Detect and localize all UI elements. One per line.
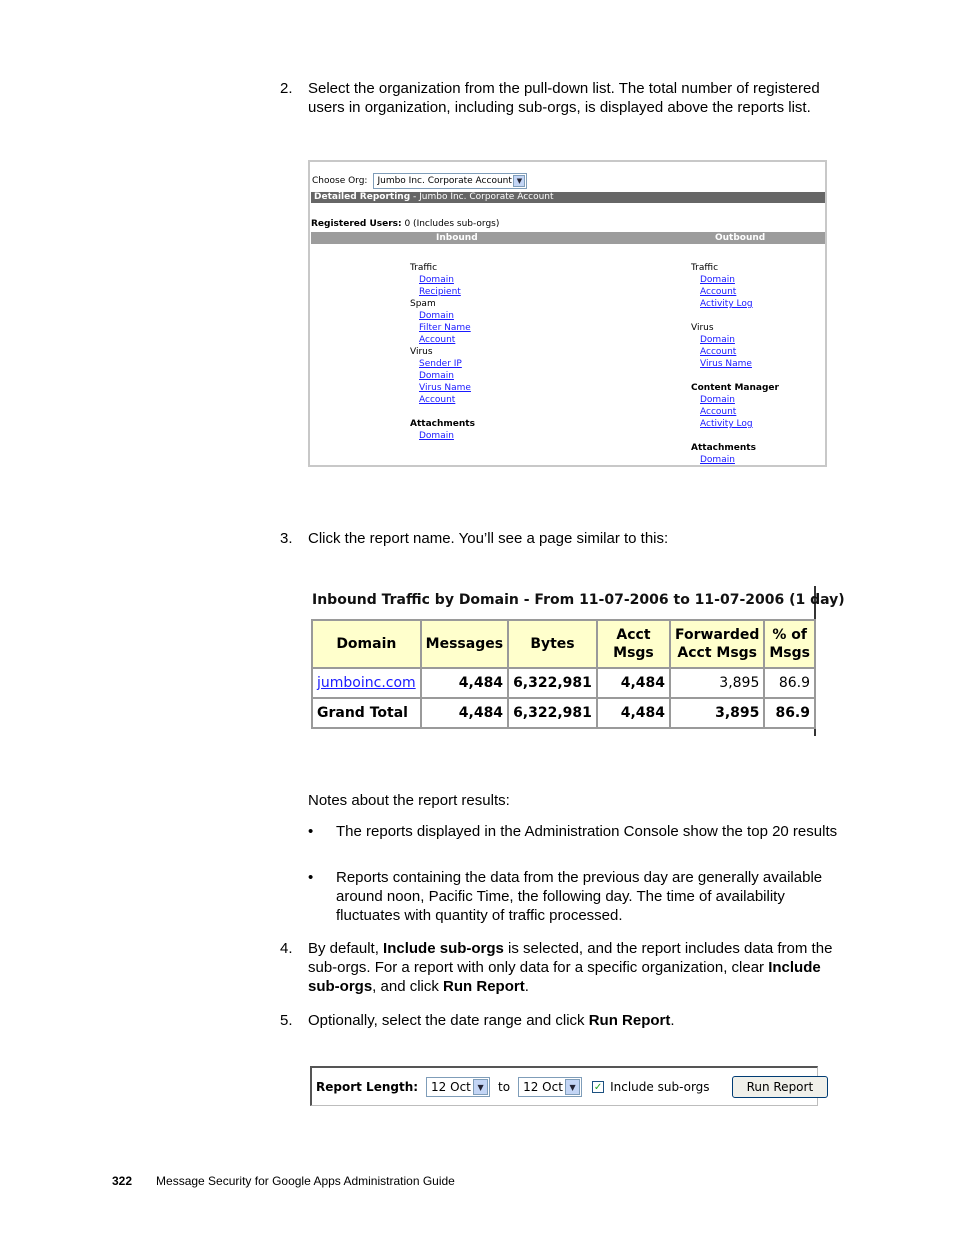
table-cell: 4,484	[422, 699, 507, 727]
from-date-value: 12 Oct	[431, 1080, 471, 1094]
inbound-traffic-heading: Traffic	[410, 263, 438, 273]
report-length-toolbar-screenshot	[310, 1066, 818, 1106]
step-text	[308, 1011, 848, 1030]
page-footer	[112, 1174, 455, 1188]
domain-cell	[313, 669, 420, 697]
report-link[interactable]: Domain	[700, 455, 735, 465]
text-run: Optionally, select the date range and click	[308, 1012, 589, 1029]
report-link[interactable]: Activity Log	[700, 299, 753, 309]
step-text	[308, 939, 848, 996]
report-link[interactable]: Domain	[700, 275, 735, 285]
table-cell: 3,895	[671, 699, 763, 727]
detailed-reporting-bar	[311, 192, 825, 203]
detailed-reporting-screenshot	[308, 160, 827, 467]
text-run: , and click	[372, 978, 444, 995]
table-cell: 3,895	[671, 669, 763, 697]
list-item-text: The reports displayed in the Administration Console show the top 20 results	[336, 823, 838, 840]
inbound-virus-heading: Virus	[410, 347, 433, 357]
report-link[interactable]: Virus Name	[419, 383, 471, 393]
from-date-select[interactable]	[426, 1077, 490, 1097]
report-link[interactable]: Virus Name	[700, 359, 752, 369]
report-link[interactable]: Account	[700, 407, 737, 417]
step-text: Select the organization from the pull-down list. The total number of registered users in organization, including sub-orgs, is displayed above the reports list.	[308, 80, 820, 116]
column-header: Domain	[313, 621, 420, 667]
report-length-label: Report Length:	[316, 1080, 419, 1094]
report-link[interactable]: Recipient	[419, 287, 461, 297]
table-cell: 4,484	[598, 669, 669, 697]
inbound-spam-heading: Spam	[410, 299, 436, 309]
outbound-report-list	[691, 262, 779, 466]
domain-link[interactable]: jumboinc.com	[317, 675, 416, 691]
inbound-header: Inbound	[436, 233, 478, 243]
inbound-attachments-heading: Attachments	[410, 419, 475, 429]
table-header-row	[313, 621, 814, 667]
report-link[interactable]: Domain	[700, 395, 735, 405]
report-link[interactable]: Domain	[419, 311, 454, 321]
report-link[interactable]: Account	[700, 287, 737, 297]
to-label: to	[498, 1080, 511, 1094]
column-header-line: % of	[772, 627, 807, 643]
table-cell: 86.9	[765, 669, 814, 697]
notes-intro: Notes about the report results:	[308, 792, 510, 809]
table-cell: 6,322,981	[509, 669, 596, 697]
chevron-down-icon[interactable]: ▼	[473, 1079, 488, 1095]
bullet-mark: •	[308, 869, 314, 886]
table-cell: 6,322,981	[509, 699, 596, 727]
report-title-range: - From 11-07-2006 to 11-07-2006 (1 day)	[518, 592, 845, 608]
report-link[interactable]: Domain	[419, 275, 454, 285]
step-number: 4.	[280, 940, 293, 957]
org-select-value: Jumbo Inc. Corporate Account	[377, 176, 512, 186]
step-number: 5.	[280, 1012, 293, 1029]
choose-org-row	[312, 173, 527, 189]
step-number: 2.	[280, 80, 293, 97]
table-cell: Grand Total	[313, 699, 420, 727]
chevron-down-icon[interactable]: ▼	[513, 175, 525, 187]
emphasis: Include sub-orgs	[383, 940, 504, 957]
column-header	[765, 621, 814, 667]
detailed-reporting-label: Detailed Reporting	[314, 192, 411, 202]
report-link[interactable]: Domain	[700, 335, 735, 345]
text-run: .	[670, 1012, 675, 1029]
text-run: .	[524, 978, 529, 995]
inbound-report-list	[410, 262, 475, 442]
inbound-outbound-header	[311, 232, 825, 244]
report-title	[312, 592, 845, 608]
list-item-text: Reports containing the data from the previous day are generally available around noon, Pacific Time, the following day. The time of availability fluctuates with quantity of traffic processed.	[336, 869, 823, 924]
bullet-mark: •	[308, 823, 314, 840]
report-title-name: Inbound Traffic by Domain	[312, 592, 519, 608]
registered-users-label: Registered Users:	[311, 219, 402, 229]
column-header-line: Msgs	[769, 645, 810, 661]
column-header: Acct Msgs	[598, 621, 669, 667]
text-run: By default,	[308, 940, 384, 957]
report-link[interactable]: Sender IP	[419, 359, 462, 369]
report-table	[311, 619, 816, 729]
table-row	[313, 669, 814, 697]
outbound-traffic-heading: Traffic	[691, 263, 719, 273]
report-link[interactable]: Domain	[419, 431, 454, 441]
report-link[interactable]: Activity Log	[700, 419, 753, 429]
column-header: Bytes	[509, 621, 596, 667]
outbound-attachments-heading: Attachments	[691, 443, 756, 453]
report-link[interactable]: Account	[700, 347, 737, 357]
registered-users	[311, 219, 499, 229]
detailed-reporting-org: - Jumbo Inc. Corporate Account	[410, 192, 554, 202]
page-number: 322	[112, 1174, 133, 1188]
report-link[interactable]: Domain	[419, 371, 454, 381]
registered-users-value: 0 (Includes sub-orgs)	[401, 219, 500, 229]
emphasis: Run Report	[443, 978, 525, 995]
report-length-row	[316, 1076, 828, 1098]
table-cell: 4,484	[422, 669, 507, 697]
to-date-value: 12 Oct	[523, 1080, 563, 1094]
step-number: 3.	[280, 530, 293, 547]
report-link[interactable]: Account	[419, 395, 456, 405]
report-link[interactable]: Filter Name	[419, 323, 471, 333]
text-run: is selected, and the report includes data from the sub-orgs. For a report with only data for a specific organization, clear	[308, 940, 833, 976]
column-header-line: Acct Msgs	[677, 645, 758, 661]
table-cell: 86.9	[765, 699, 814, 727]
inbound-traffic-report-screenshot	[308, 586, 845, 736]
outbound-header: Outbound	[715, 233, 766, 243]
document-title: Message Security for Google Apps Administration Guide	[156, 1174, 455, 1188]
column-header: Messages	[422, 621, 507, 667]
to-date-select[interactable]	[518, 1077, 582, 1097]
step-text: Click the report name. You’ll see a page similar to this:	[308, 530, 669, 547]
column-header-line: Forwarded	[675, 627, 760, 643]
table-row	[313, 699, 814, 727]
org-select[interactable]	[373, 173, 527, 189]
emphasis: Include sub-orgs	[308, 959, 821, 995]
include-sub-orgs-label: Include sub-orgs	[610, 1080, 710, 1094]
report-link[interactable]: Account	[419, 335, 456, 345]
include-sub-orgs-checkbox[interactable]: ✓	[593, 1081, 603, 1093]
outbound-content-heading: Content Manager	[691, 383, 779, 393]
choose-org-label: Choose Org:	[312, 176, 368, 186]
column-header	[671, 621, 763, 667]
table-cell: 4,484	[598, 699, 669, 727]
emphasis: Run Report	[588, 1012, 671, 1029]
run-report-button[interactable]: Run Report	[732, 1076, 829, 1098]
chevron-down-icon[interactable]: ▼	[565, 1079, 580, 1095]
outbound-virus-heading: Virus	[691, 323, 714, 333]
